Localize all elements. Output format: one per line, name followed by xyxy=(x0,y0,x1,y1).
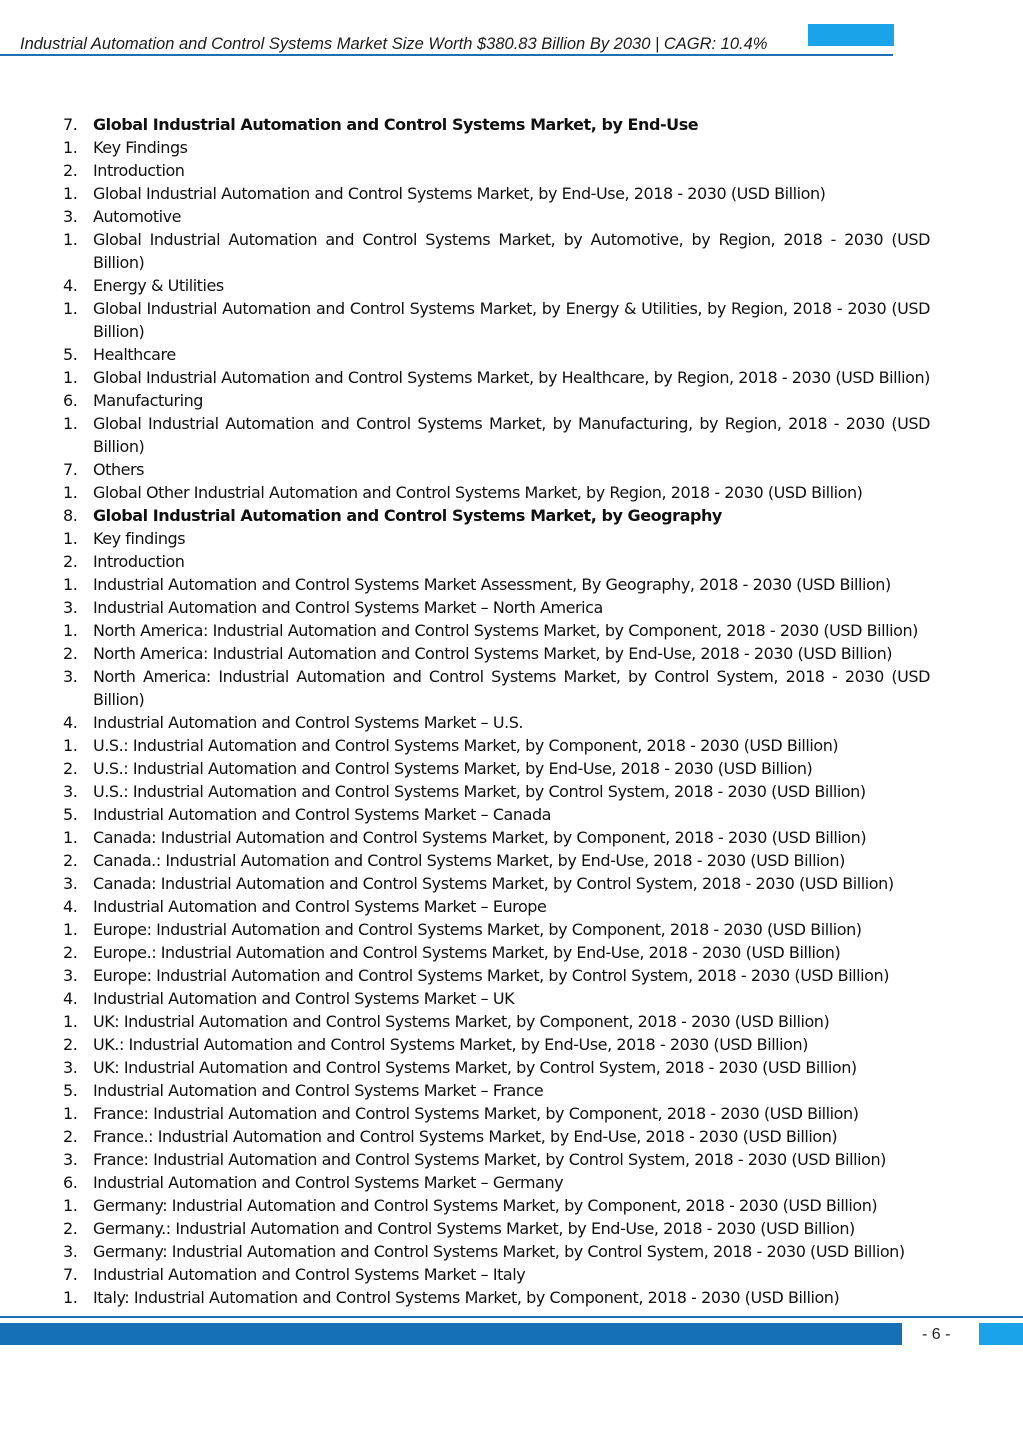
toc-entry-text: Energy & Utilities xyxy=(93,276,224,295)
toc-entry-number: 1. xyxy=(63,368,78,387)
toc-entry xyxy=(50,412,930,458)
toc-entry-text: Global Industrial Automation and Control Systems Market, by End-Use, 2018 - 2030 (USD Billion) xyxy=(93,184,826,203)
toc-entry-number: 2. xyxy=(63,161,78,180)
toc-entry-text: Canada: Industrial Automation and Control Systems Market, by Component, 2018 - 2030 (USD Billion) xyxy=(93,828,867,847)
toc-entry-number: 3. xyxy=(63,207,78,226)
toc-entry-number: 1. xyxy=(63,529,78,548)
toc-entry-text: Industrial Automation and Control Systems Market – Italy xyxy=(93,1265,526,1284)
toc-entry-text: Europe.: Industrial Automation and Control Systems Market, by End-Use, 2018 - 2030 (USD Billion) xyxy=(93,943,841,962)
toc-entry-number: 3. xyxy=(63,1150,78,1169)
toc-entry xyxy=(50,136,930,159)
toc-entry-text: Industrial Automation and Control Systems Market – Canada xyxy=(93,805,551,824)
toc-entry-text: Germany: Industrial Automation and Control Systems Market, by Component, 2018 - 2030 (USD Billion) xyxy=(93,1196,878,1215)
toc-entry-text: Automotive xyxy=(93,207,182,226)
toc-entry xyxy=(50,757,930,780)
toc-entry xyxy=(50,366,930,389)
toc-entry-text: Canada: Industrial Automation and Control Systems Market, by Control System, 2018 - 2030 (USD Billion) xyxy=(93,874,894,893)
toc-entry-text: Europe: Industrial Automation and Control Systems Market, by Control System, 2018 - 2030 (USD Billion) xyxy=(93,966,889,985)
toc-entry xyxy=(50,1240,930,1263)
footer-accent-block xyxy=(979,1323,1023,1345)
toc-entry-text: France: Industrial Automation and Control Systems Market, by Component, 2018 - 2030 (USD Billion) xyxy=(93,1104,859,1123)
toc-entry-text: U.S.: Industrial Automation and Control Systems Market, by Component, 2018 - 2030 (USD Billion) xyxy=(93,736,839,755)
toc-entry xyxy=(50,458,930,481)
toc-entry xyxy=(50,1125,930,1148)
toc-entry-number: 3. xyxy=(63,1242,78,1261)
document-header-title: Industrial Automation and Control Systems Market Size Worth $380.83 Billion By 2030 | CAGR: 10.4% xyxy=(20,35,768,53)
toc-entry xyxy=(50,780,930,803)
toc-entry xyxy=(50,1263,930,1286)
toc-entry xyxy=(50,343,930,366)
toc-entry-number: 6. xyxy=(63,1173,78,1192)
toc-entry-number: 3. xyxy=(63,874,78,893)
toc-entry-number: 1. xyxy=(63,1196,78,1215)
toc-entry-text: UK: Industrial Automation and Control Systems Market, by Control System, 2018 - 2030 (USD Billion) xyxy=(93,1058,857,1077)
toc-entry-text: Key Findings xyxy=(93,138,188,157)
toc-entry-text: Global Industrial Automation and Control Systems Market, by Automotive, by Region, 2018 - 2030 (USD Billion) xyxy=(93,230,930,272)
toc-entry xyxy=(50,895,930,918)
toc-entry xyxy=(50,665,930,711)
toc-entry-number: 2. xyxy=(63,759,78,778)
toc-entry-number: 2. xyxy=(63,851,78,870)
toc-entry-text: UK.: Industrial Automation and Control Systems Market, by End-Use, 2018 - 2030 (USD Billion) xyxy=(93,1035,808,1054)
toc-entry-number: 1. xyxy=(63,184,78,203)
toc-entry-number: 2. xyxy=(63,552,78,571)
toc-entry-text: Germany.: Industrial Automation and Control Systems Market, by End-Use, 2018 - 2030 (USD Billion) xyxy=(93,1219,855,1238)
toc-entry-number: 1. xyxy=(63,736,78,755)
toc-entry-text: Italy: Industrial Automation and Control Systems Market, by Component, 2018 - 2030 (USD Billion) xyxy=(93,1288,840,1307)
toc-entry xyxy=(50,987,930,1010)
toc-entry-number: 1. xyxy=(63,1104,78,1123)
footer-rule xyxy=(0,1316,1023,1318)
toc-entry-text: Global Other Industrial Automation and Control Systems Market, by Region, 2018 - 2030 (USD Billion) xyxy=(93,483,863,502)
toc-entry xyxy=(50,550,930,573)
toc-entry xyxy=(50,573,930,596)
toc-entry xyxy=(50,918,930,941)
toc-entry-text: Global Industrial Automation and Control Systems Market, by Energy & Utilities, by Region, 2018 - 2030 (USD Billion) xyxy=(93,299,930,341)
toc-entry xyxy=(50,711,930,734)
toc-entry-text: Global Industrial Automation and Control Systems Market, by End-Use xyxy=(93,115,699,134)
toc-entry-number: 4. xyxy=(63,276,78,295)
toc-entry-text: Introduction xyxy=(93,552,185,571)
toc-entry-text: Manufacturing xyxy=(93,391,204,410)
footer-bar xyxy=(0,1323,902,1345)
toc-entry xyxy=(50,205,930,228)
toc-entry xyxy=(50,941,930,964)
toc-entry-text: Industrial Automation and Control Systems Market – France xyxy=(93,1081,544,1100)
toc-entry xyxy=(50,1033,930,1056)
toc-entry-text: Germany: Industrial Automation and Control Systems Market, by Control System, 2018 - 2030 (USD Billion) xyxy=(93,1242,905,1261)
toc-entry-text: U.S.: Industrial Automation and Control Systems Market, by Control System, 2018 - 2030 (USD Billion) xyxy=(93,782,866,801)
toc-entry-text: Others xyxy=(93,460,145,479)
toc-entry xyxy=(50,1102,930,1125)
toc-entry-text: Global Industrial Automation and Control Systems Market, by Healthcare, by Region, 2018 - 2030 (USD Billion) xyxy=(93,368,930,387)
toc-entry-text: North America: Industrial Automation and Control Systems Market, by Component, 2018 - 2030 (USD Billion) xyxy=(93,621,918,640)
toc-entry-text: France: Industrial Automation and Control Systems Market, by Control System, 2018 - 2030 (USD Billion) xyxy=(93,1150,886,1169)
header-accent-block xyxy=(808,24,894,46)
toc-entry-text: Europe: Industrial Automation and Control Systems Market, by Component, 2018 - 2030 (USD Billion) xyxy=(93,920,862,939)
toc-entry xyxy=(50,159,930,182)
toc-entry-number: 2. xyxy=(63,1219,78,1238)
toc-entry-number: 2. xyxy=(63,1127,78,1146)
toc-entry-number: 2. xyxy=(63,1035,78,1054)
toc-entry-number: 3. xyxy=(63,1058,78,1077)
toc-entry xyxy=(50,481,930,504)
toc-entry xyxy=(50,1079,930,1102)
toc-entry-number: 1. xyxy=(63,1012,78,1031)
toc-entry-number: 1. xyxy=(63,621,78,640)
toc-entry-number: 1. xyxy=(63,483,78,502)
toc-entry xyxy=(50,527,930,550)
toc-entry-number: 1. xyxy=(63,920,78,939)
toc-entry-number: 1. xyxy=(63,1288,78,1307)
toc-entry-number: 6. xyxy=(63,391,78,410)
toc-entry-number: 3. xyxy=(63,598,78,617)
toc-entry xyxy=(50,734,930,757)
toc-entry-number: 1. xyxy=(63,414,78,433)
toc-entry xyxy=(50,642,930,665)
toc-entry-number: 3. xyxy=(63,966,78,985)
toc-entry-text: UK: Industrial Automation and Control Systems Market, by Component, 2018 - 2030 (USD Billion) xyxy=(93,1012,830,1031)
toc-entry-number: 4. xyxy=(63,989,78,1008)
toc-entry-number: 2. xyxy=(63,943,78,962)
toc-entry xyxy=(50,826,930,849)
toc-entry-text: France.: Industrial Automation and Control Systems Market, by End-Use, 2018 - 2030 (USD Billion) xyxy=(93,1127,838,1146)
toc-entry-text: Key findings xyxy=(93,529,186,548)
toc-entry-number: 1. xyxy=(63,230,78,249)
toc-entry-number: 1. xyxy=(63,575,78,594)
toc-entry-text: Canada.: Industrial Automation and Control Systems Market, by End-Use, 2018 - 2030 (USD Billion) xyxy=(93,851,845,870)
toc-entry xyxy=(50,228,930,274)
toc-entry-text: Industrial Automation and Control Systems Market – North America xyxy=(93,598,603,617)
toc-entry-text: U.S.: Industrial Automation and Control Systems Market, by End-Use, 2018 - 2030 (USD Billion) xyxy=(93,759,813,778)
toc-entry xyxy=(50,1148,930,1171)
toc-entry-number: 7. xyxy=(63,1265,78,1284)
toc-entry-text: Industrial Automation and Control Systems Market – U.S. xyxy=(93,713,524,732)
toc-entry-number: 7. xyxy=(63,115,78,134)
toc-entry-text: North America: Industrial Automation and Control Systems Market, by End-Use, 2018 - 2030 (USD Billion) xyxy=(93,644,893,663)
toc-entry xyxy=(50,1010,930,1033)
page-number: - 6 - xyxy=(922,1326,951,1343)
toc-entry-text: Industrial Automation and Control Systems Market – Europe xyxy=(93,897,547,916)
toc-entry-number: 1. xyxy=(63,138,78,157)
toc-entry-number: 3. xyxy=(63,667,78,686)
toc-entry xyxy=(50,872,930,895)
toc-entry-text: Industrial Automation and Control Systems Market – Germany xyxy=(93,1173,564,1192)
toc-entry-number: 1. xyxy=(63,828,78,847)
toc-entry-text: Healthcare xyxy=(93,345,176,364)
toc-entry-text: Global Industrial Automation and Control Systems Market, by Geography xyxy=(93,506,722,525)
toc-entry-number: 8. xyxy=(63,506,78,525)
toc-entry-number: 5. xyxy=(63,805,78,824)
toc-section-heading xyxy=(50,113,930,136)
toc-entry-text: Industrial Automation and Control Systems Market Assessment, By Geography, 2018 - 2030 (USD Billion) xyxy=(93,575,891,594)
toc-entry xyxy=(50,596,930,619)
toc-entry-number: 5. xyxy=(63,1081,78,1100)
toc-entry xyxy=(50,389,930,412)
toc-entry xyxy=(50,1056,930,1079)
toc-entry-text: Global Industrial Automation and Control Systems Market, by Manufacturing, by Region, 2018 - 2030 (USD Billion) xyxy=(93,414,930,456)
toc-entry-number: 2. xyxy=(63,644,78,663)
toc-entry xyxy=(50,297,930,343)
toc-entry xyxy=(50,1194,930,1217)
toc-entry-number: 7. xyxy=(63,460,78,479)
toc-entry xyxy=(50,849,930,872)
toc-section-heading xyxy=(50,504,930,527)
toc-entry xyxy=(50,182,930,205)
toc-entry xyxy=(50,1171,930,1194)
toc-entry-number: 5. xyxy=(63,345,78,364)
toc-entry xyxy=(50,274,930,297)
header-rule xyxy=(0,54,893,56)
toc-entry xyxy=(50,803,930,826)
toc-entry-number: 4. xyxy=(63,713,78,732)
toc-entry xyxy=(50,1286,930,1309)
toc-entry xyxy=(50,1217,930,1240)
toc-entry-number: 1. xyxy=(63,299,78,318)
toc-entry-text: Introduction xyxy=(93,161,185,180)
table-of-contents xyxy=(50,113,930,1309)
toc-entry-number: 4. xyxy=(63,897,78,916)
toc-entry-text: North America: Industrial Automation and Control Systems Market, by Control System, 2018 - 2030 (USD Billion) xyxy=(93,667,930,709)
toc-entry xyxy=(50,619,930,642)
toc-entry xyxy=(50,964,930,987)
toc-entry-text: Industrial Automation and Control Systems Market – UK xyxy=(93,989,515,1008)
toc-entry-number: 3. xyxy=(63,782,78,801)
